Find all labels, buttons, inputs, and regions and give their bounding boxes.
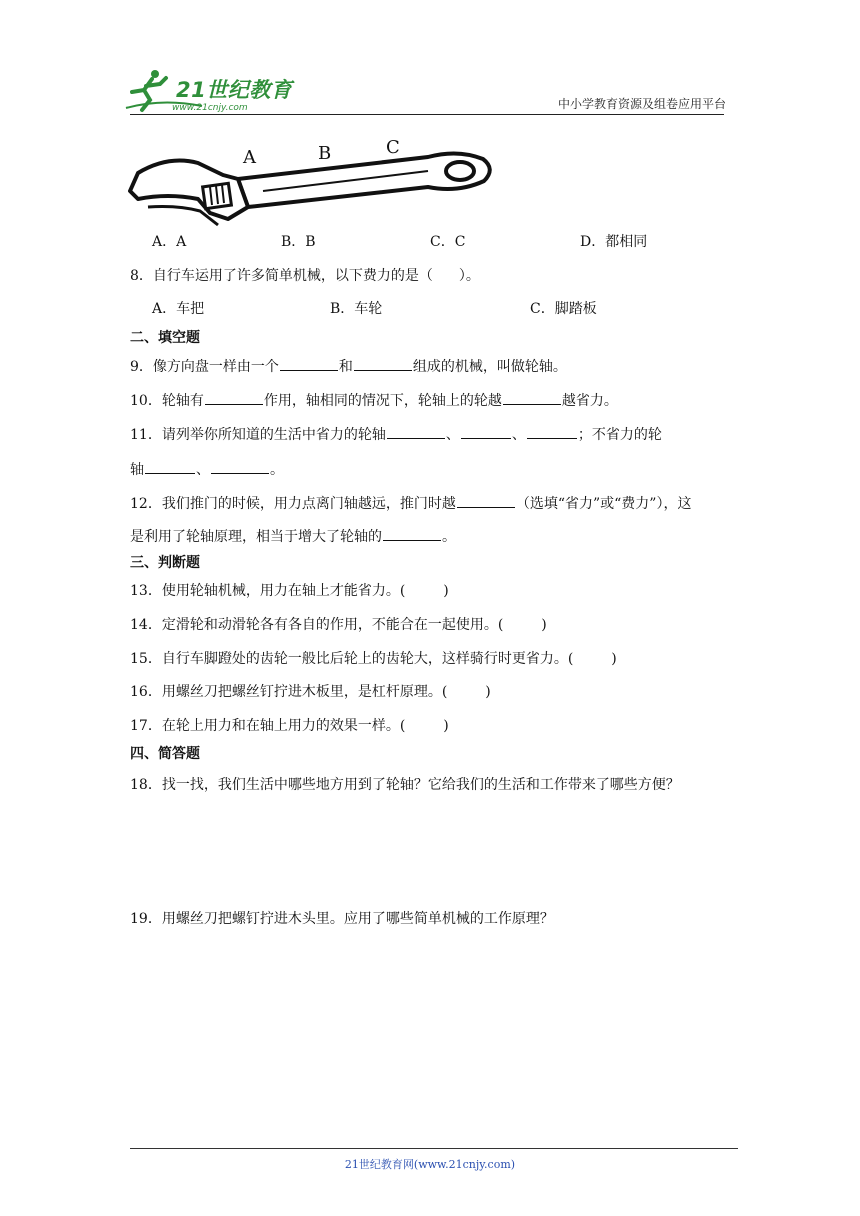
question-14: 14．定滑轮和动滑轮各有各自的作用，不能合在一起使用。( ) <box>130 617 547 633</box>
question-19: 19．用螺丝刀把螺钉拧进木头里。应用了哪些简单机械的工作原理？ <box>130 911 554 927</box>
logo-url: www.21cnjy.com <box>172 103 248 113</box>
question-10: 10．轮轴有 作用，轴相同的情况下，轮轴上的轮越 越省力。 <box>130 390 618 411</box>
q7-option-a: A．A <box>152 234 187 250</box>
question-18: 18．找一找，我们生活中哪些地方用到了轮轴？它给我们的生活和工作带来了哪些方便？ <box>130 777 680 793</box>
question-12-cont: 是利用了轮轴原理，相当于增大了轮轴的 。 <box>130 526 456 547</box>
question-11: 11．请列举你所知道的生活中省力的轮轴 、 、 ；不省力的轮 <box>130 424 662 445</box>
question-11-cont: 轴 、 。 <box>130 459 284 480</box>
q8-option-a: A．车把 <box>152 301 205 317</box>
q7-option-d: D．都相同 <box>580 234 648 250</box>
question-12: 12．我们推门的时候，用力点离门轴越远，推门时越 （选填“省力”或“费力”），这 <box>130 493 691 514</box>
question-16: 16．用螺丝刀把螺丝钉拧进木板里，是杠杆原理。( ) <box>130 684 491 700</box>
wrench-label-b: B <box>318 143 332 164</box>
section-short-answer-title: 四、简答题 <box>130 746 200 762</box>
header-divider <box>130 114 724 115</box>
section-fill-in-title: 二、填空题 <box>130 330 200 346</box>
wrench-label-c: C <box>386 137 400 158</box>
footer-text: 21世纪教育网(www.21cnjy.com) <box>344 1158 516 1171</box>
wrench-image <box>128 135 498 227</box>
logo-text: 21世纪教育 <box>176 78 293 102</box>
header-platform-text: 中小学教育资源及组卷应用平台 <box>557 97 726 111</box>
q7-option-b: B．B <box>281 234 316 250</box>
question-8: 8．自行车运用了许多简单机械，以下费力的是（ ）。 <box>130 268 480 284</box>
q8-option-c: C．脚踏板 <box>530 301 597 317</box>
q8-option-b: B．车轮 <box>330 301 383 317</box>
section-judge-title: 三、判断题 <box>130 555 200 571</box>
q7-option-c: C．C <box>430 234 466 250</box>
footer-divider <box>130 1148 738 1149</box>
question-9: 9．像方向盘一样由一个 和 组成的机械，叫做轮轴。 <box>130 356 567 377</box>
question-15: 15．自行车脚蹬处的齿轮一般比后轮上的齿轮大，这样骑行时更省力。( ) <box>130 651 617 667</box>
question-13: 13．使用轮轴机械，用力在轴上才能省力。( ) <box>130 583 449 599</box>
wrench-label-a: A <box>243 147 256 168</box>
question-17: 17．在轮上用力和在轴上用力的效果一样。( ) <box>130 718 449 734</box>
